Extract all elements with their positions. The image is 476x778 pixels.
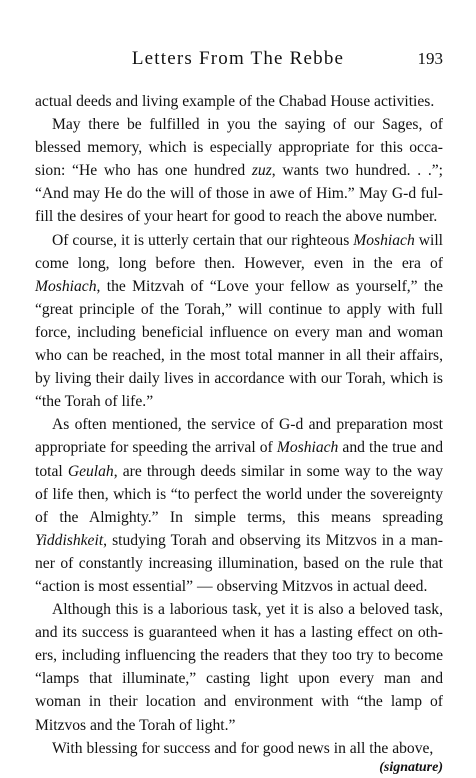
text-run: , the Mitzvah of “Love your fellow as yourself,” the “great principle of the Torah,” will continue to apply with full force, including beneficial influence on every man and woman who can be reached, in the most total manner in all their affairs, by living their daily lives in accordance with our Torah, which is “the Torah of life.”	[35, 277, 443, 411]
page-number: 193	[417, 49, 443, 68]
italic-term: Geulah	[67, 462, 114, 480]
paragraph	[35, 737, 443, 760]
paragraph	[35, 229, 443, 414]
italic-term: Moshiach	[35, 277, 97, 295]
italic-term: Moshiach	[353, 231, 415, 249]
paragraph	[35, 90, 443, 113]
letter-body	[35, 90, 443, 778]
paragraph	[35, 413, 443, 598]
text-run: and the true and total	[35, 439, 443, 480]
italic-term: Moshiach	[276, 439, 339, 457]
italic-term: zuz	[251, 162, 272, 180]
text-run: With blessing for success and for good news in all the above,	[52, 739, 434, 757]
text-run: As often mentioned, the service of G-d and preparation most appropriate for speeding the arrival of	[35, 416, 443, 457]
text-run: , studying Torah and observing its Mitzvos in a manner of constantly increasing illumination, based on the rule that “action is most essential” — observing Mitzvos in actual deed.	[35, 531, 443, 595]
signature-note: (signature)	[379, 759, 443, 775]
running-head	[0, 44, 476, 74]
text-run: , are through deeds similar in some way to the way of life then, which is “to perfect the world under the sovereignty of the Almighty.” In simple terms, this means spreading	[35, 462, 443, 526]
paragraph-list	[35, 90, 443, 760]
text-run: Of course, it is utterly certain that our righteous	[52, 231, 354, 249]
text-run: Although this is a laborious task, yet it is also a beloved task, and its success is guaranteed when it has a lasting effect on others, including influencing the readers that they too try to become “lamps that illuminate,” casting light upon every man and woman in their location and environment with “the lamp of Mitzvos and the Torah of light.”	[35, 601, 443, 734]
text-run: May there be fulfilled in you the saying of our Sages, of blessed memory, which is especially appropriate for this occasion: “He who has one hundred	[35, 116, 443, 180]
italic-term: Yiddishkeit	[35, 531, 104, 549]
text-run: will come long, long before then. However, even in the era of	[35, 231, 443, 272]
text-run: , wants two hundred. . .”; “And may He do the will of those in awe of Him.” May G-d fulfill the desires of your heart for good to reach the above number.	[35, 162, 443, 226]
paragraph	[35, 598, 443, 737]
paragraph	[35, 113, 443, 228]
text-run: actual deeds and living example of the Chabad House activities.	[35, 93, 435, 110]
running-title: Letters From The Rebbe	[131, 48, 345, 69]
